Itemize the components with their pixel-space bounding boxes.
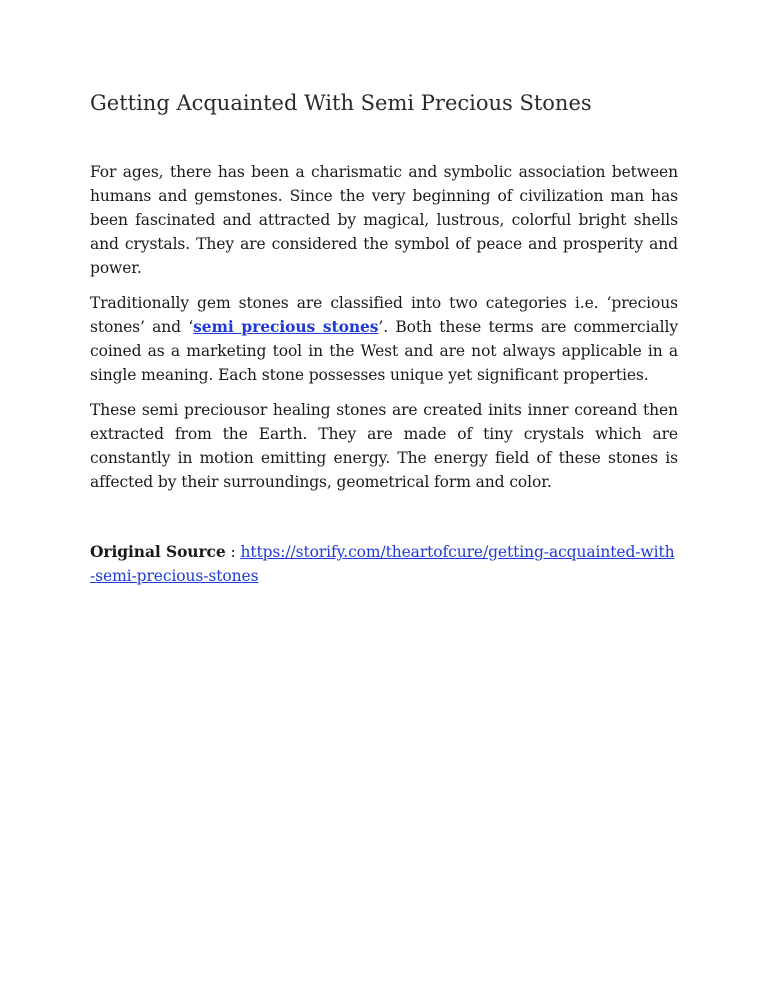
semi-precious-stones-link[interactable]: semi precious stones [193,317,379,336]
source-url-link[interactable]: https://storify.com/theartofcure/getting-acquainted-with-semi-precious-stones [90,543,675,585]
paragraph-categories-text-end: ’. Both these terms are commercially coined as a marketing tool in the West and are not always applicable in a single meaning. Each stone possesses unique yet significant properties. [90,318,678,384]
paragraph-intro: For ages, there has been a charismatic and symbolic association between humans and gemstones. Since the very beginning of civilization man has been fascinated and attracted by magical, lustrous, colorful bright shells and crystals. They are considered the symbol of peace and prosperity and power. [90,163,678,277]
source-label: Original Source [90,542,226,561]
source-separator: : [225,543,241,561]
document-body [90,88,678,588]
paragraph-categories [90,291,678,387]
original-source [90,540,678,588]
paragraph-formation: These semi preciousor healing stones are created inits inner coreand then extracted from the Earth. They are made of tiny crystals which are constantly in motion emitting energy. The energy field of these stones is affected by their surroundings, geometrical form and color. [90,401,678,491]
document-title: Getting Acquainted With Semi Precious Stones [90,91,592,115]
paragraph-categories-text-start: Traditionally gem stones are classified into two categories i.e. ‘precious stones’ and ‘ [90,294,678,336]
